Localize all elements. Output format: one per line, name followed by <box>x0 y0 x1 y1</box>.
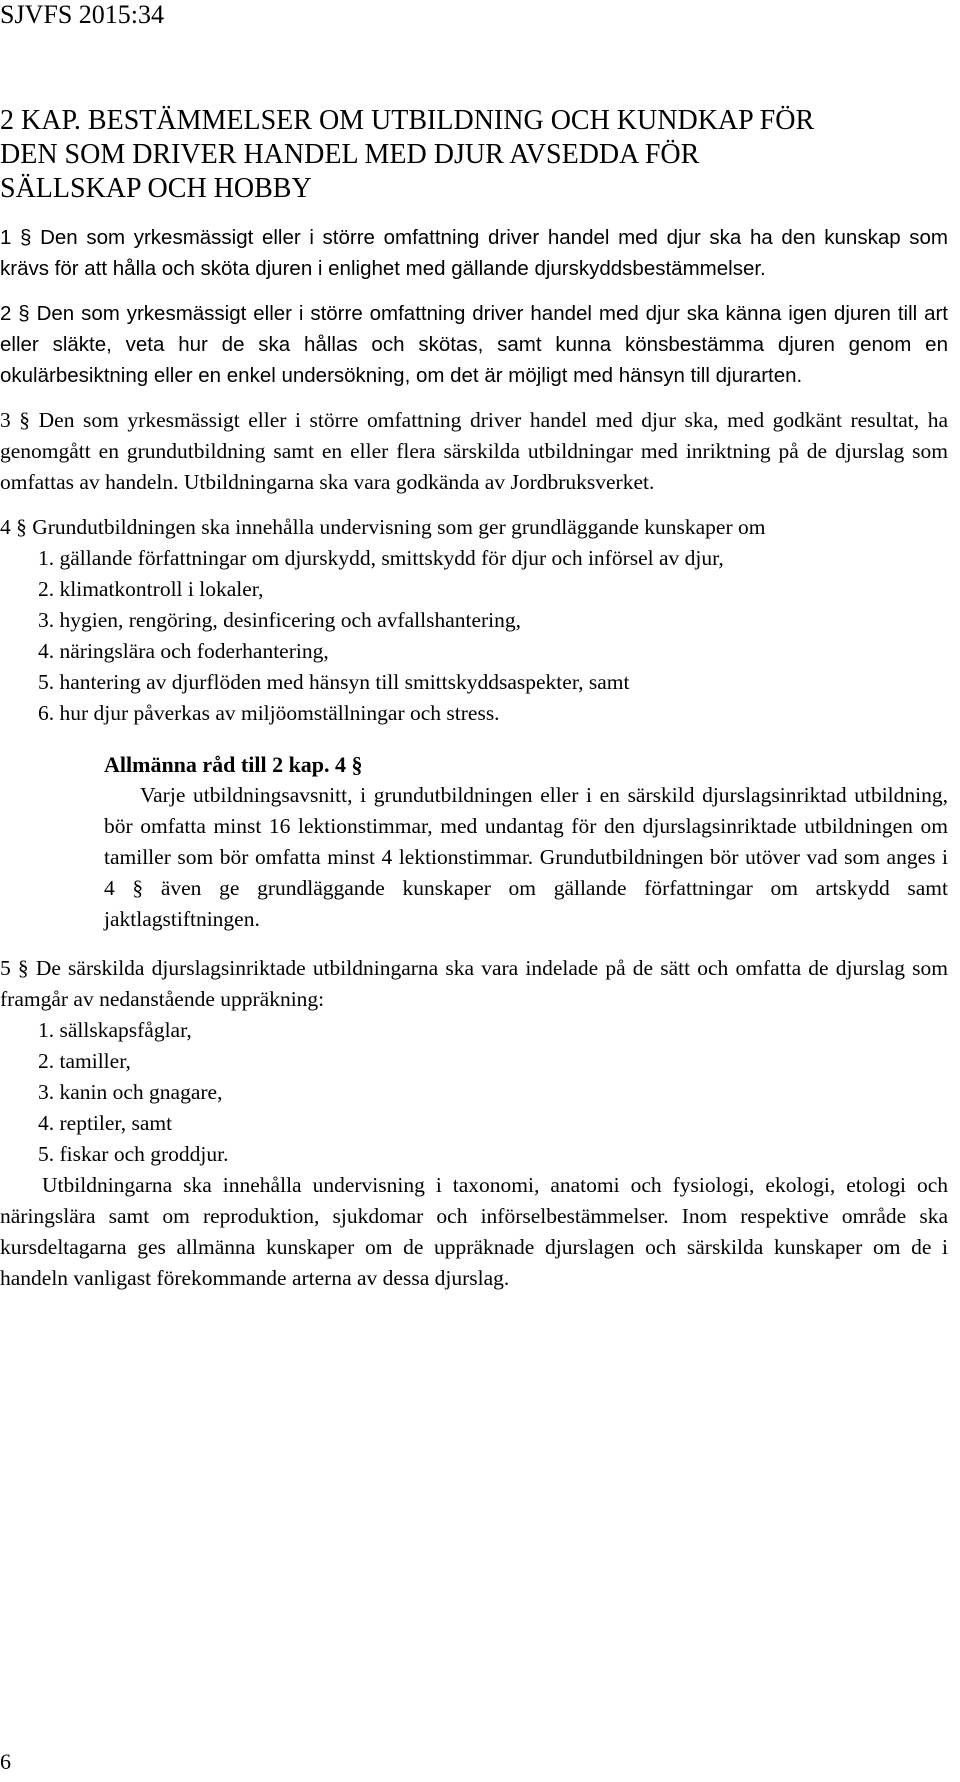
list-item: 1. gällande författningar om djurskydd, smittskydd för djur och införsel av djur, <box>38 546 724 570</box>
section-4-intro: 4 § Grundutbildningen ska innehålla undervisning som ger grundläggande kunskaper om <box>0 515 766 539</box>
section-5-list <box>0 1015 948 1170</box>
list-item: 1. sällskapsfåglar, <box>38 1018 192 1042</box>
chapter-title <box>0 104 948 206</box>
chapter-title-line-1: 2 KAP. BESTÄMMELSER OM UTBILDNING OCH KUNDKAP FÖR <box>0 105 815 136</box>
section-1: 1 § Den som yrkesmässigt eller i större omfattning driver handel med djur ska ha den kunskap som krävs för att hålla och sköta djuren i enlighet med gällande djurskyddsbestämmelser. <box>0 226 948 280</box>
section-2: 2 § Den som yrkesmässigt eller i större omfattning driver handel med djur ska känna igen djuren till art eller släkte, veta hur de ska hållas och skötas, samt kunna könsbestämma djuren genom en okulärbesiktning eller en enkel undersökning, om det är möjligt med hänsyn till djurarten. <box>0 302 948 387</box>
section-4-list <box>0 543 948 729</box>
section-3: 3 § Den som yrkesmässigt eller i större omfattning driver handel med djur ska, med godkänt resultat, ha genomgått en grundutbildning samt en eller flera särskilda utbildningar med inriktning på de djurslag som omfattas av handeln. Utbildningarna ska vara godkända av Jordbruksverket. <box>0 408 948 494</box>
list-item: 4. näringslära och foderhantering, <box>38 639 329 663</box>
section-5-text: Utbildningarna ska innehålla undervisning i taxonomi, anatomi och fysiologi, ekologi, etologi och näringslära samt om reproduktion, sjukdomar och införselbestämmelser. Inom respektive område ska kursdeltagarna ges allmänna kunskaper om de uppräknade djurslagen och särskilda kunskaper om de i handeln vanligast förekommande arterna av dessa djurslag. <box>0 1173 948 1290</box>
chapter-title-line-2: DEN SOM DRIVER HANDEL MED DJUR AVSEDDA FÖR <box>0 139 700 170</box>
document-content <box>0 104 948 1294</box>
general-advice-text: Varje utbildningsavsnitt, i grundutbildningen eller i en särskild djurslagsinriktad utbildning, bör omfatta minst 16 lektionstimmar, med undantag för den djurslagsinriktade utbildningen om tamiller som bör omfatta minst 4 lektionstimmar. Grundutbildningen bör utöver vad som anges i 4 § även ge grundläggande kunskaper om gällande författningar om artskydd samt jaktlagstiftningen. <box>104 783 948 931</box>
list-item: 3. hygien, rengöring, desinficering och avfallshantering, <box>38 608 522 632</box>
section-5-intro: 5 § De särskilda djurslagsinriktade utbildningarna ska vara indelade på de sätt och omfatta de djurslag som framgår av nedanstående uppräkning: <box>0 956 948 1011</box>
document-code: SJVFS 2015:34 <box>0 0 164 29</box>
page-number: 6 <box>0 1749 11 1774</box>
chapter-title-line-3: SÄLLSKAP OCH HOBBY <box>0 173 312 204</box>
list-item: 5. hantering av djurflöden med hänsyn till smittskyddsaspekter, samt <box>38 670 630 694</box>
list-item: 6. hur djur påverkas av miljöomställningar och stress. <box>38 701 500 725</box>
general-advice-heading: Allmänna råd till 2 kap. 4 § <box>104 752 363 777</box>
list-item: 5. fiskar och groddjur. <box>38 1142 229 1166</box>
general-advice <box>104 749 948 935</box>
list-item: 2. klimatkontroll i lokaler, <box>38 577 264 601</box>
list-item: 4. reptiler, samt <box>38 1111 173 1135</box>
list-item: 3. kanin och gnagare, <box>38 1080 223 1104</box>
list-item: 2. tamiller, <box>38 1049 131 1073</box>
